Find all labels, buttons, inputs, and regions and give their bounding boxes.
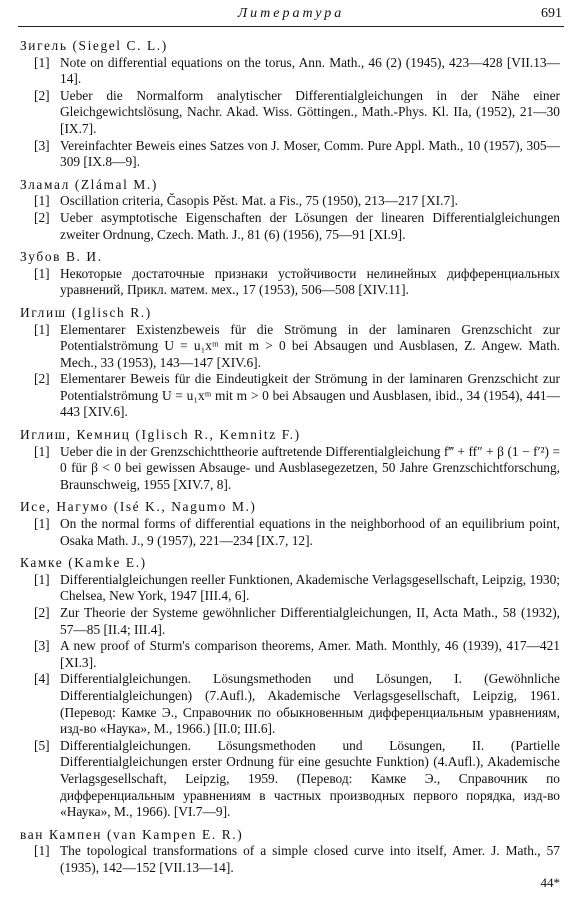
bib-entry-number: [1] <box>34 571 50 587</box>
bib-entry-number: [3] <box>34 638 50 654</box>
bib-entry <box>34 88 560 138</box>
page-number: 691 <box>541 6 562 21</box>
bib-entry-text: A new proof of Sturm's comparison theorems, Amer. Math. Monthly, 46 (1939), 417—421 [XI.3]. <box>60 638 560 670</box>
bib-author: Иглиш, Кемниц (Iglisch R., Kemnitz F.) <box>20 427 301 443</box>
bib-entry <box>34 322 560 372</box>
bib-entry <box>34 605 560 638</box>
bib-entry-text: Ueber asymptotische Eigenschaften der Lösungen der linearen Differentialgleichungen zweiter Ordnung, Czech. Math. J., 81 (6) (1956), 75—91 [XI.9]. <box>60 209 560 242</box>
bib-entry-text: Elementarer Existenzbeweis für die Strömung in der laminaren Grenzschicht zur Potentialströmung U = u₁xᵐ mit m > 0 bei Absaugen und Ausblasen, Z. Angew. Math. Mech., 33 (1953), 143—147 [XIV.6]. <box>60 321 560 370</box>
bib-entry-text: Differentialgleichungen reeller Funktionen, Akademische Verlagsgesellschaft, Leipzig, 1930; Chelsea, New York, 1947 [III.4, 6]. <box>60 571 560 604</box>
bib-entry-number: [1] <box>34 265 50 281</box>
bib-entry-text: Ueber die Normalform analytischer Differentialgleichungen in der Nähe einer Gleichgewichtslösung, Nachr. Akad. Wiss. Göttingen., Math.-Phys. Kl. IIa, (1952), 21—30 [IX.7]. <box>60 87 560 136</box>
bib-entry-number: [3] <box>34 137 50 153</box>
bib-entry-text: Note on differential equations on the torus, Ann. Math., 46 (2) (1945), 423—428 [VII.13—14]. <box>60 54 560 87</box>
bibliography-list <box>20 38 560 877</box>
bib-entry-number: [1] <box>34 443 50 459</box>
bib-entry-text: Vereinfachter Beweis eines Satzes von J. Moser, Comm. Pure Appl. Math., 10 (1957), 305—309 [IX.8—9]. <box>60 137 560 170</box>
bib-author: Зламал (Zlámal M.) <box>20 176 158 192</box>
bib-entry <box>34 444 560 494</box>
bib-entry <box>34 55 560 88</box>
bib-entry-text: Ueber die in der Grenzschichttheorie auftretende Differentialgleichung f‴ + ff″ + β (1 − f′²) = 0 für β < 0 bei gewissen Absauge- und Ausblasegezetzen, 50 Jahre Grenzschichtforschung, Braunschweig, 1955 [XIV.7, 8]. <box>60 443 560 492</box>
bib-entry-text: Differentialgleichungen. Lösungsmethoden und Lösungen, II. (Partielle Differentialgleichungen erster Ordnung für eine gesuchte Funktion) (4.Aufl.), Akademische Verlagsgesellschaft, Leipzig, 1959. (Перевод: Камке Э., Справочник по дифференциальным уравнениям в частных производных первого порядка, изд-во «Наука», М., 1966). [VI.7—9]. <box>60 737 560 820</box>
bib-entry <box>34 193 560 210</box>
bib-entry <box>34 266 560 299</box>
running-title: Литература <box>237 6 345 21</box>
bib-author: Иглиш (Iglisch R.) <box>20 304 152 320</box>
bib-entry-number: [1] <box>34 321 50 337</box>
bib-author: Зубов В. И. <box>20 249 103 265</box>
bib-entry-text: On the normal forms of differential equations in the neighborhood of an equilibrium point, Osaka Math. J., 9 (1957), 221—234 [IX.7, 12]. <box>60 516 560 548</box>
bib-entry-number: [4] <box>34 671 50 687</box>
bib-entry-text: Zur Theorie der Systeme gewöhnlicher Differentialgleichungen, II, Acta Math., 58 (1932), 57—85 [II.4; III.4]. <box>60 605 560 637</box>
bib-entry <box>34 671 560 737</box>
bib-entry-text: Differentialgleichungen. Lösungsmethoden und Lösungen, I. (Gewöhnliche Differentialgleichungen) (7.Aufl.), Akademische Verlagsgesellschaft, Leipzig, 1961. (Перевод: Камке Э., Справочник по обыкновенным дифференциальным уравнениям, изд-во «Наука», М., 1966.) [II.0; III.6]. <box>60 671 560 737</box>
bib-entry <box>34 516 560 549</box>
bib-entry-number: [2] <box>34 371 50 387</box>
bib-entry-text: Oscillation criteria, Časopis Pěst. Mat. a Fis., 75 (1950), 213—217 [XI.7]. <box>60 193 458 209</box>
running-header <box>18 4 564 27</box>
bib-entry <box>34 371 560 421</box>
bib-author: Камке (Kamke E.) <box>20 555 147 571</box>
bib-entry-text: The topological transformations of a simple closed curve into itself, Amer. J. Math., 57 (1935), 142—152 [VII.13—14]. <box>60 843 560 875</box>
bib-entry <box>34 843 560 876</box>
bib-entry-number: [2] <box>34 209 50 225</box>
bib-entry-number: [5] <box>34 737 50 753</box>
bib-entry-number: [1] <box>34 54 50 70</box>
bib-entry <box>34 638 560 671</box>
bib-entry <box>34 210 560 243</box>
bib-entry-number: [1] <box>34 843 50 859</box>
signature-mark: 44* <box>540 875 560 891</box>
bib-entry <box>34 138 560 171</box>
bib-entry <box>34 572 560 605</box>
bib-entry-number: [1] <box>34 516 50 532</box>
bib-entry <box>34 738 560 821</box>
bib-author: ван Кампен (van Kampen E. R.) <box>20 826 244 842</box>
bib-entry-number: [2] <box>34 87 50 103</box>
bib-entry-text: Elementarer Beweis für die Eindeutigkeit der Strömung in der laminaren Grenzschicht zur Potentialströmung U = u₁xᵐ mit m > 0 bei Absaugen und Ausblasen, ibid., 34 (1954), 441—443 [XIV.6]. <box>60 371 560 420</box>
bib-author: Зигель (Siegel C. L.) <box>20 38 168 53</box>
bib-entry-number: [1] <box>34 193 50 209</box>
bib-entry-text: Некоторые достаточные признаки устойчивости нелинейных дифференциальных уравнений, Прикл. матем. мех., 17 (1953), 506—508 [XIV.11]. <box>60 265 560 298</box>
bib-author: Исе, Нагумо (Isé K., Nagumo M.) <box>20 499 257 515</box>
bib-entry-number: [2] <box>34 605 50 620</box>
